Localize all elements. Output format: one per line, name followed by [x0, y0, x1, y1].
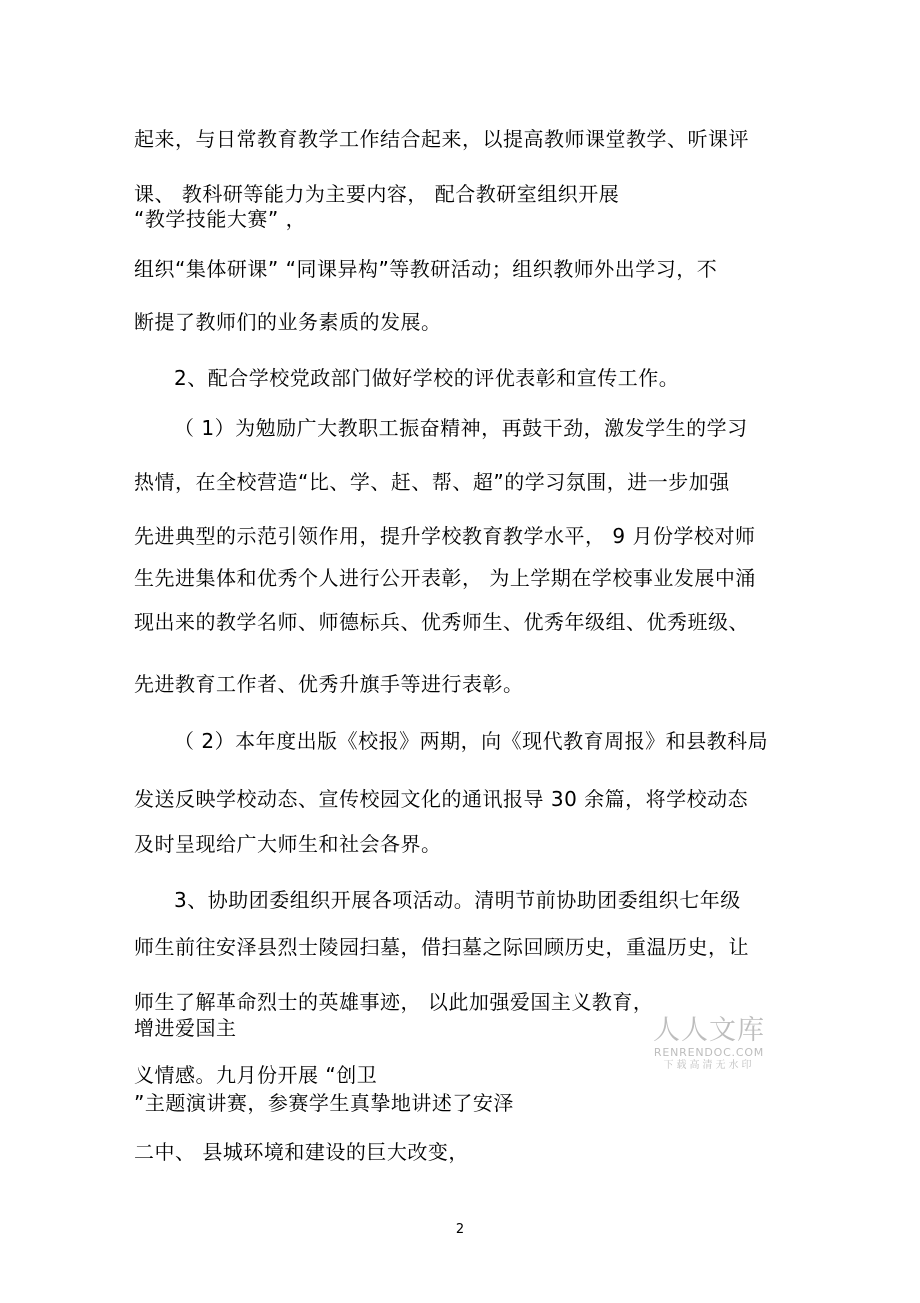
text-line: 3、协助团委组织开展各项活动。清明节前协助团委组织七年级: [174, 888, 741, 912]
watermark-title: 人人文库: [653, 1015, 765, 1046]
text-line: 及时呈现给广大师生和社会各界。: [134, 832, 442, 856]
text-line: ”主题演讲赛，参赛学生真挚地讲述了安泽: [134, 1091, 514, 1115]
text-line: 2、配合学校党政部门做好学校的评优表彰和宣传工作。: [174, 366, 680, 390]
text-line: 热情，在全校营造“比、学、赶、帮、超”的学习氛围，进一步加强: [134, 470, 730, 494]
text-line: 发送反映学校动态、宣传校园文化的通讯报导 30 余篇，将学校动态: [134, 787, 749, 811]
watermark-logo: [646, 1016, 772, 1072]
watermark-slogan: 下载高清无水印: [663, 1060, 755, 1071]
watermark-domain: RENRENDOC.COM: [653, 1046, 765, 1059]
text-line: 师生前往安泽县烈士陵园扫墓，借扫墓之际回顾历史，重温历史，让: [134, 935, 749, 959]
text-line: （ 2）本年度出版《校报》两期，向《现代教育周报》和县教科局: [174, 729, 769, 753]
text-line: 起来，与日常教育教学工作结合起来，以提高教师课堂教学、听课评: [134, 127, 749, 151]
text-line: 课、 教科研等能力为主要内容， 配合教研室组织开展: [134, 182, 620, 206]
text-line: 义情感。九月份开展 “创卫: [134, 1063, 378, 1087]
text-line: 先进教育工作者、优秀升旗手等进行表彰。: [134, 672, 524, 696]
text-line: 现出来的教学名师、师德标兵、优秀师生、优秀年级组、优秀班级、: [134, 610, 749, 634]
text-line: “教学技能大赛” ，: [134, 207, 307, 231]
text-line: 组织“集体研课” “同课异构”等教研活动；组织教师外出学习，不: [134, 257, 718, 281]
text-line: 先进典型的示范引领作用，提升学校教育教学水平， 9 月份学校对师: [134, 524, 756, 548]
text-line: 生先进集体和优秀个人进行公开表彰， 为上学期在学校事业发展中涌: [134, 566, 756, 590]
text-line: 增进爱国主: [134, 1016, 237, 1040]
text-line: （ 1）为勉励广大教职工振奋精神，再鼓干劲，激发学生的学习: [174, 416, 748, 440]
text-line: 师生了解革命烈士的英雄事迹， 以此加强爱国主义教育，: [134, 990, 654, 1014]
text-line: 断提了教师们的业务素质的发展。: [134, 310, 442, 334]
page-number: 2: [455, 1222, 465, 1237]
text-line: 二中、 县城环境和建设的巨大改变，: [134, 1140, 469, 1164]
